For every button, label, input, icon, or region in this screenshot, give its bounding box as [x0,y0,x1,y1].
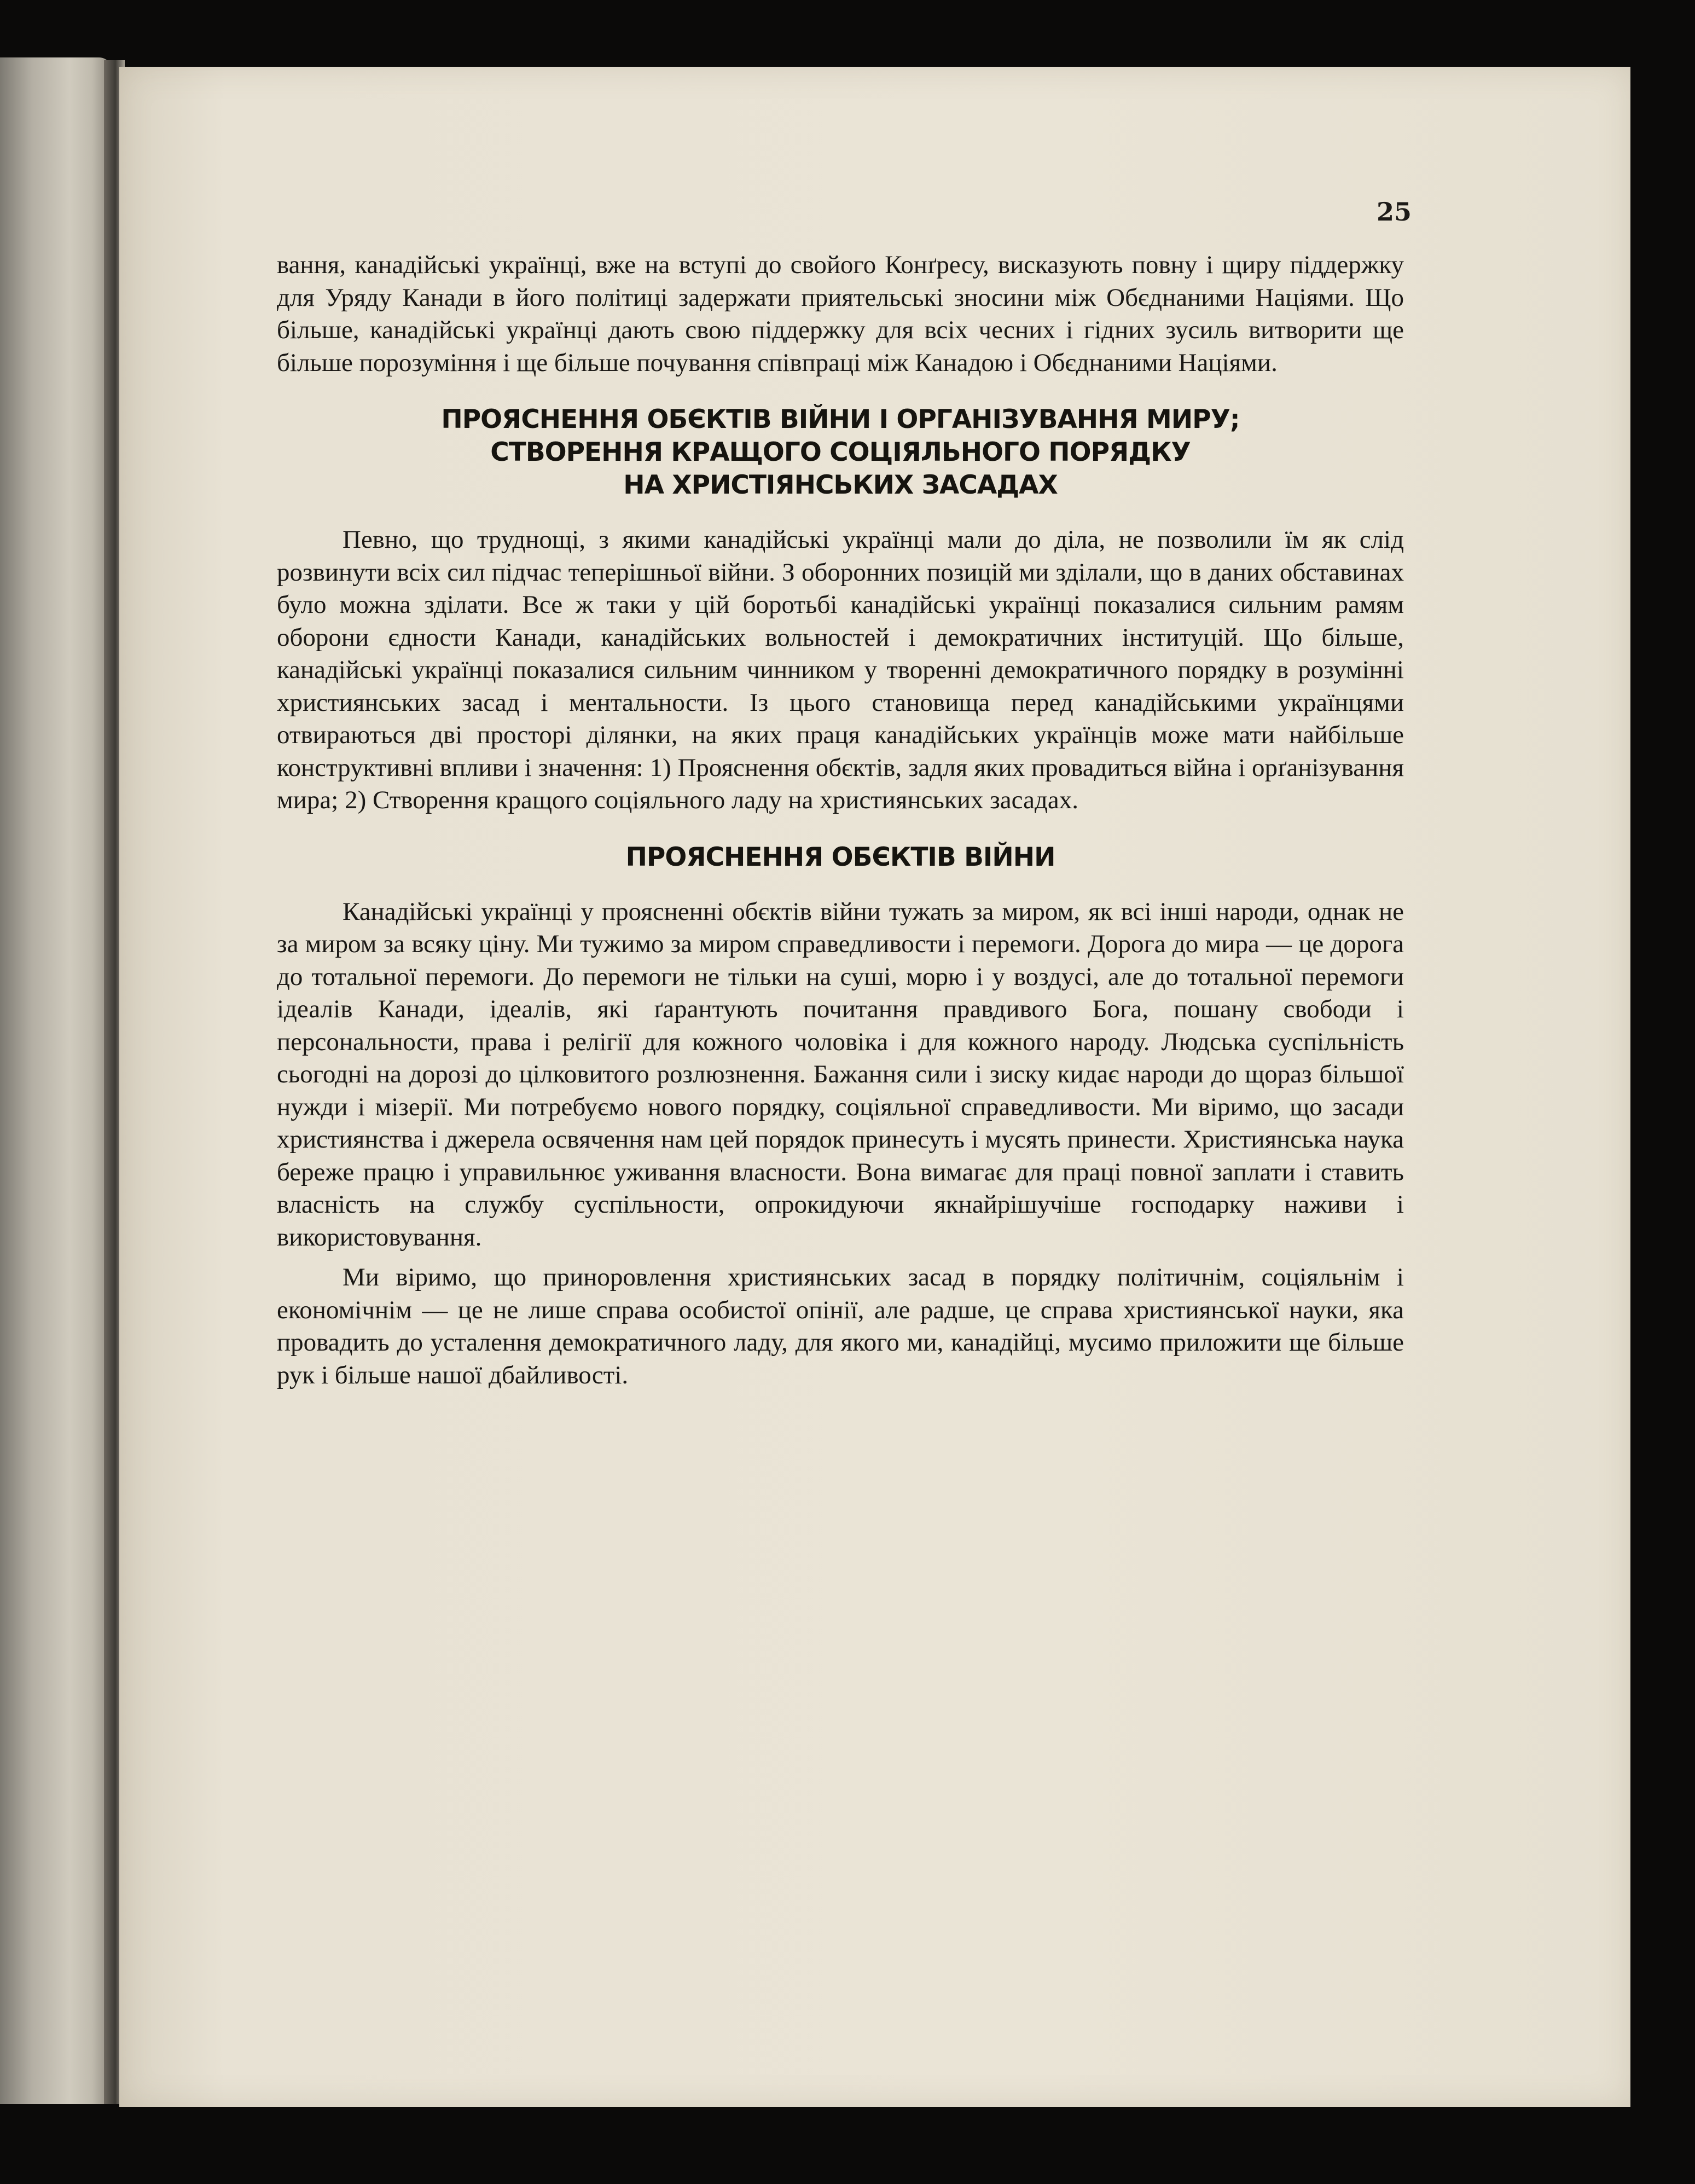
heading-line-3: НА ХРИСТІЯНСЬКИХ ЗАСАДАХ [623,470,1058,500]
page-content [277,249,1404,1392]
section-heading-war-objectives: ПРОЯСНЕННЯ ОБЄКТІВ ВІЙНИ [625,842,1055,872]
left-page-edge [0,57,112,2104]
section-heading-war-and-peace [277,403,1404,502]
intro-paragraph: вання, канадійські українці, вже на вступі до свойого Конґресу, висказують повну і щиру піддержку для Уряду Канади в його політиці задержати приятельські зносини між Обєднаними Націями. Що більше, канадійські українці дають свою піддержку для всіх чесних і гідних зусиль витворити ще більше порозуміння і ще більше почування співпраці між Канадою і Обєднаними Націями. [277,251,1404,377]
heading-line-2: СТВОРЕННЯ КРАЩОГО СОЦІЯЛЬНОГО ПОРЯДКУ [490,437,1191,467]
paragraph-difficulties: Певно, що труднощі, з якими канадійські українці мали до діла, не позволили їм як слід розвинути всіх сил підчас теперішньої війни. З оборонних позицій ми зділали, що в даних обставинах було можна зділати. Все ж таки у цій боротьбі канадійські українці показалися сильним рамям оборони єдности Канади, канадійських вольностей і демократичних інституцій. Що більше, канадійські українці показалися сильним чинником у творенні демократичного порядку в розумінні християнських засад і ментальности. Із цього становища перед канадійськими українцями отвираються дві просторі ділянки, на яких праця канадійських українців може мати найбільше конструктивні впливи і значення: 1) Прояснення обєктів, задля яких провадиться війна і орґанізування мира; 2) Створення кращого соціяльного ладу на християнських засадах. [277,525,1404,814]
page-number: 25 [1376,197,1412,227]
paragraph-war-objectives: Канадійські українці у проясненні обєктів війни тужать за миром, як всі інші народи, однак не за миром за всяку ціну. Ми тужимо за миром справедливости і перемоги. Дорога до мира — це дорога до тотальної перемоги. До перемоги не тільки на суші, морю і у воздусі, але до тотальної перемоги ідеалів Канади, ідеалів, які ґарантують почитання правдивого Бога, пошану свободи і персональности, права і релігії для кожного чоловіка і для кожного народу. Людська суспільність сьогодні на дорозі до цілковитого розлюзнення. Бажання сили і зиску кидає народи до щораз більшої нужди і мізерії. Ми потребуємо нового порядку, соціяльної справедливости. Ми віримо, що засади християнства і джерела освячення нам цей порядок принесуть і мусять принести. Християнська наука береже працю і управильнює уживання власности. Вона вимагає для праці повної заплати і ставить власність на службу суспільности, опрокидуючи якнайрішучіше господарку наживи і використовування. [277,897,1404,1252]
paragraph-christian-principles: Ми віримо, що принорoвлення християнських засад в порядку політичнім, соціяльнім і економічнім — це не лише справа особистої опінії, але радше, це справа християнської науки, яка провадить до усталення демократичного ладу, для якого ми, канадійці, мусимо приложити ще більше рук і більше нашої дбайливості. [277,1263,1404,1389]
heading-line-1: ПРОЯСНЕННЯ ОБЄКТІВ ВІЙНИ І ОРГАНІЗУВАННЯ МИРУ; [441,404,1240,435]
